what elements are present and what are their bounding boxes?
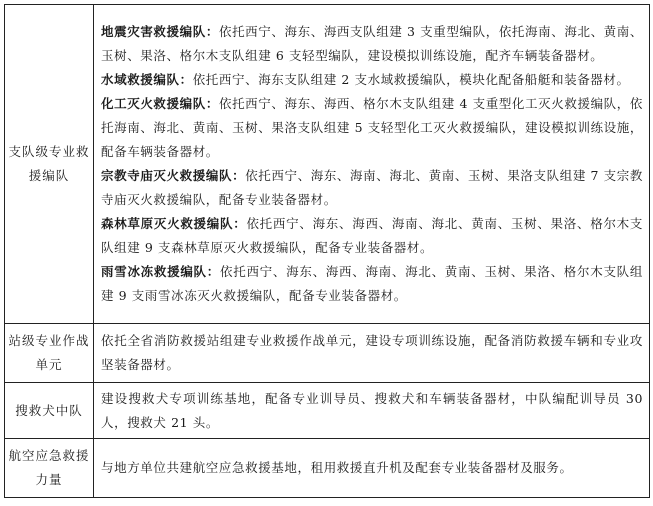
entry-earthquake — [101, 20, 643, 68]
entry-text: 依托西宁、海东支队组建 2 支水域救援编队，模块化配备船艇和装备器材。 — [192, 72, 630, 87]
entry-water — [101, 68, 643, 92]
table-row — [5, 383, 650, 439]
rescue-force-table — [4, 4, 650, 498]
entry-title: 雨雪冰冻救援编队： — [101, 264, 221, 279]
table-row — [5, 439, 650, 498]
category-cell: 支队级专业救援编队 — [5, 5, 94, 324]
entry-title: 水域救援编队： — [101, 72, 193, 87]
description-cell — [94, 5, 650, 324]
entry-temple — [101, 164, 643, 212]
entry-chemical — [101, 92, 643, 164]
entry-text: 依托西宁、海东、海西、海南、海北、黄南、玉树、果洛、格尔木支队组建 9 支雨雪冰冻灭火救援编队，配备专业装备器材。 — [101, 264, 644, 303]
entry-text: 依托西宁、海东、海西、格尔木支队组建 4 支重型化工灭火救援编队，依托海南、海北、黄南、玉树、果洛支队组建 5 支轻型化工灭火救援编队，建设模拟训练设施，配备车辆装备器材。 — [101, 96, 643, 159]
table-row — [5, 5, 650, 324]
entry-text: 依托西宁、海东、海西、海南、海北、黄南、玉树、果洛、格尔木支队组建 9 支森林草原灭火救援编队，配备专业装备器材。 — [101, 216, 643, 255]
entry-title: 宗教寺庙灭火救援编队： — [101, 168, 246, 183]
entry-title: 森林草原灭火救援编队： — [101, 216, 247, 231]
entry-text: 依托西宁、海东、海西支队组建 3 支重型编队，依托海南、海北、黄南、玉树、果洛、格尔木支队组建 6 支轻型编队，建设模拟训练设施，配齐车辆装备器材。 — [101, 24, 643, 63]
entry-title: 地震灾害救援编队： — [101, 24, 219, 39]
category-cell: 站级专业作战单元 — [5, 324, 94, 383]
entry-forest — [101, 212, 643, 260]
category-cell: 搜救犬中队 — [5, 383, 94, 439]
entry-text: 依托西宁、海东、海南、海北、黄南、玉树、果洛支队组建 7 支宗教寺庙灭火救援编队，配备专业装备器材。 — [101, 168, 643, 207]
category-cell: 航空应急救援力量 — [5, 439, 94, 498]
table-row — [5, 324, 650, 383]
entry-title: 化工灭火救援编队： — [101, 96, 219, 111]
description-cell: 建设搜救犬专项训练基地，配备专业训导员、搜救犬和车辆装备器材，中队编配训导员 30 人，搜救犬 21 头。 — [94, 383, 650, 439]
entry-ice — [101, 260, 643, 308]
description-cell: 依托全省消防救援站组建专业救援作战单元，建设专项训练设施，配备消防救援车辆和专业攻坚装备器材。 — [94, 324, 650, 383]
description-cell: 与地方单位共建航空应急救援基地，租用救援直升机及配套专业装备器材及服务。 — [94, 439, 650, 498]
